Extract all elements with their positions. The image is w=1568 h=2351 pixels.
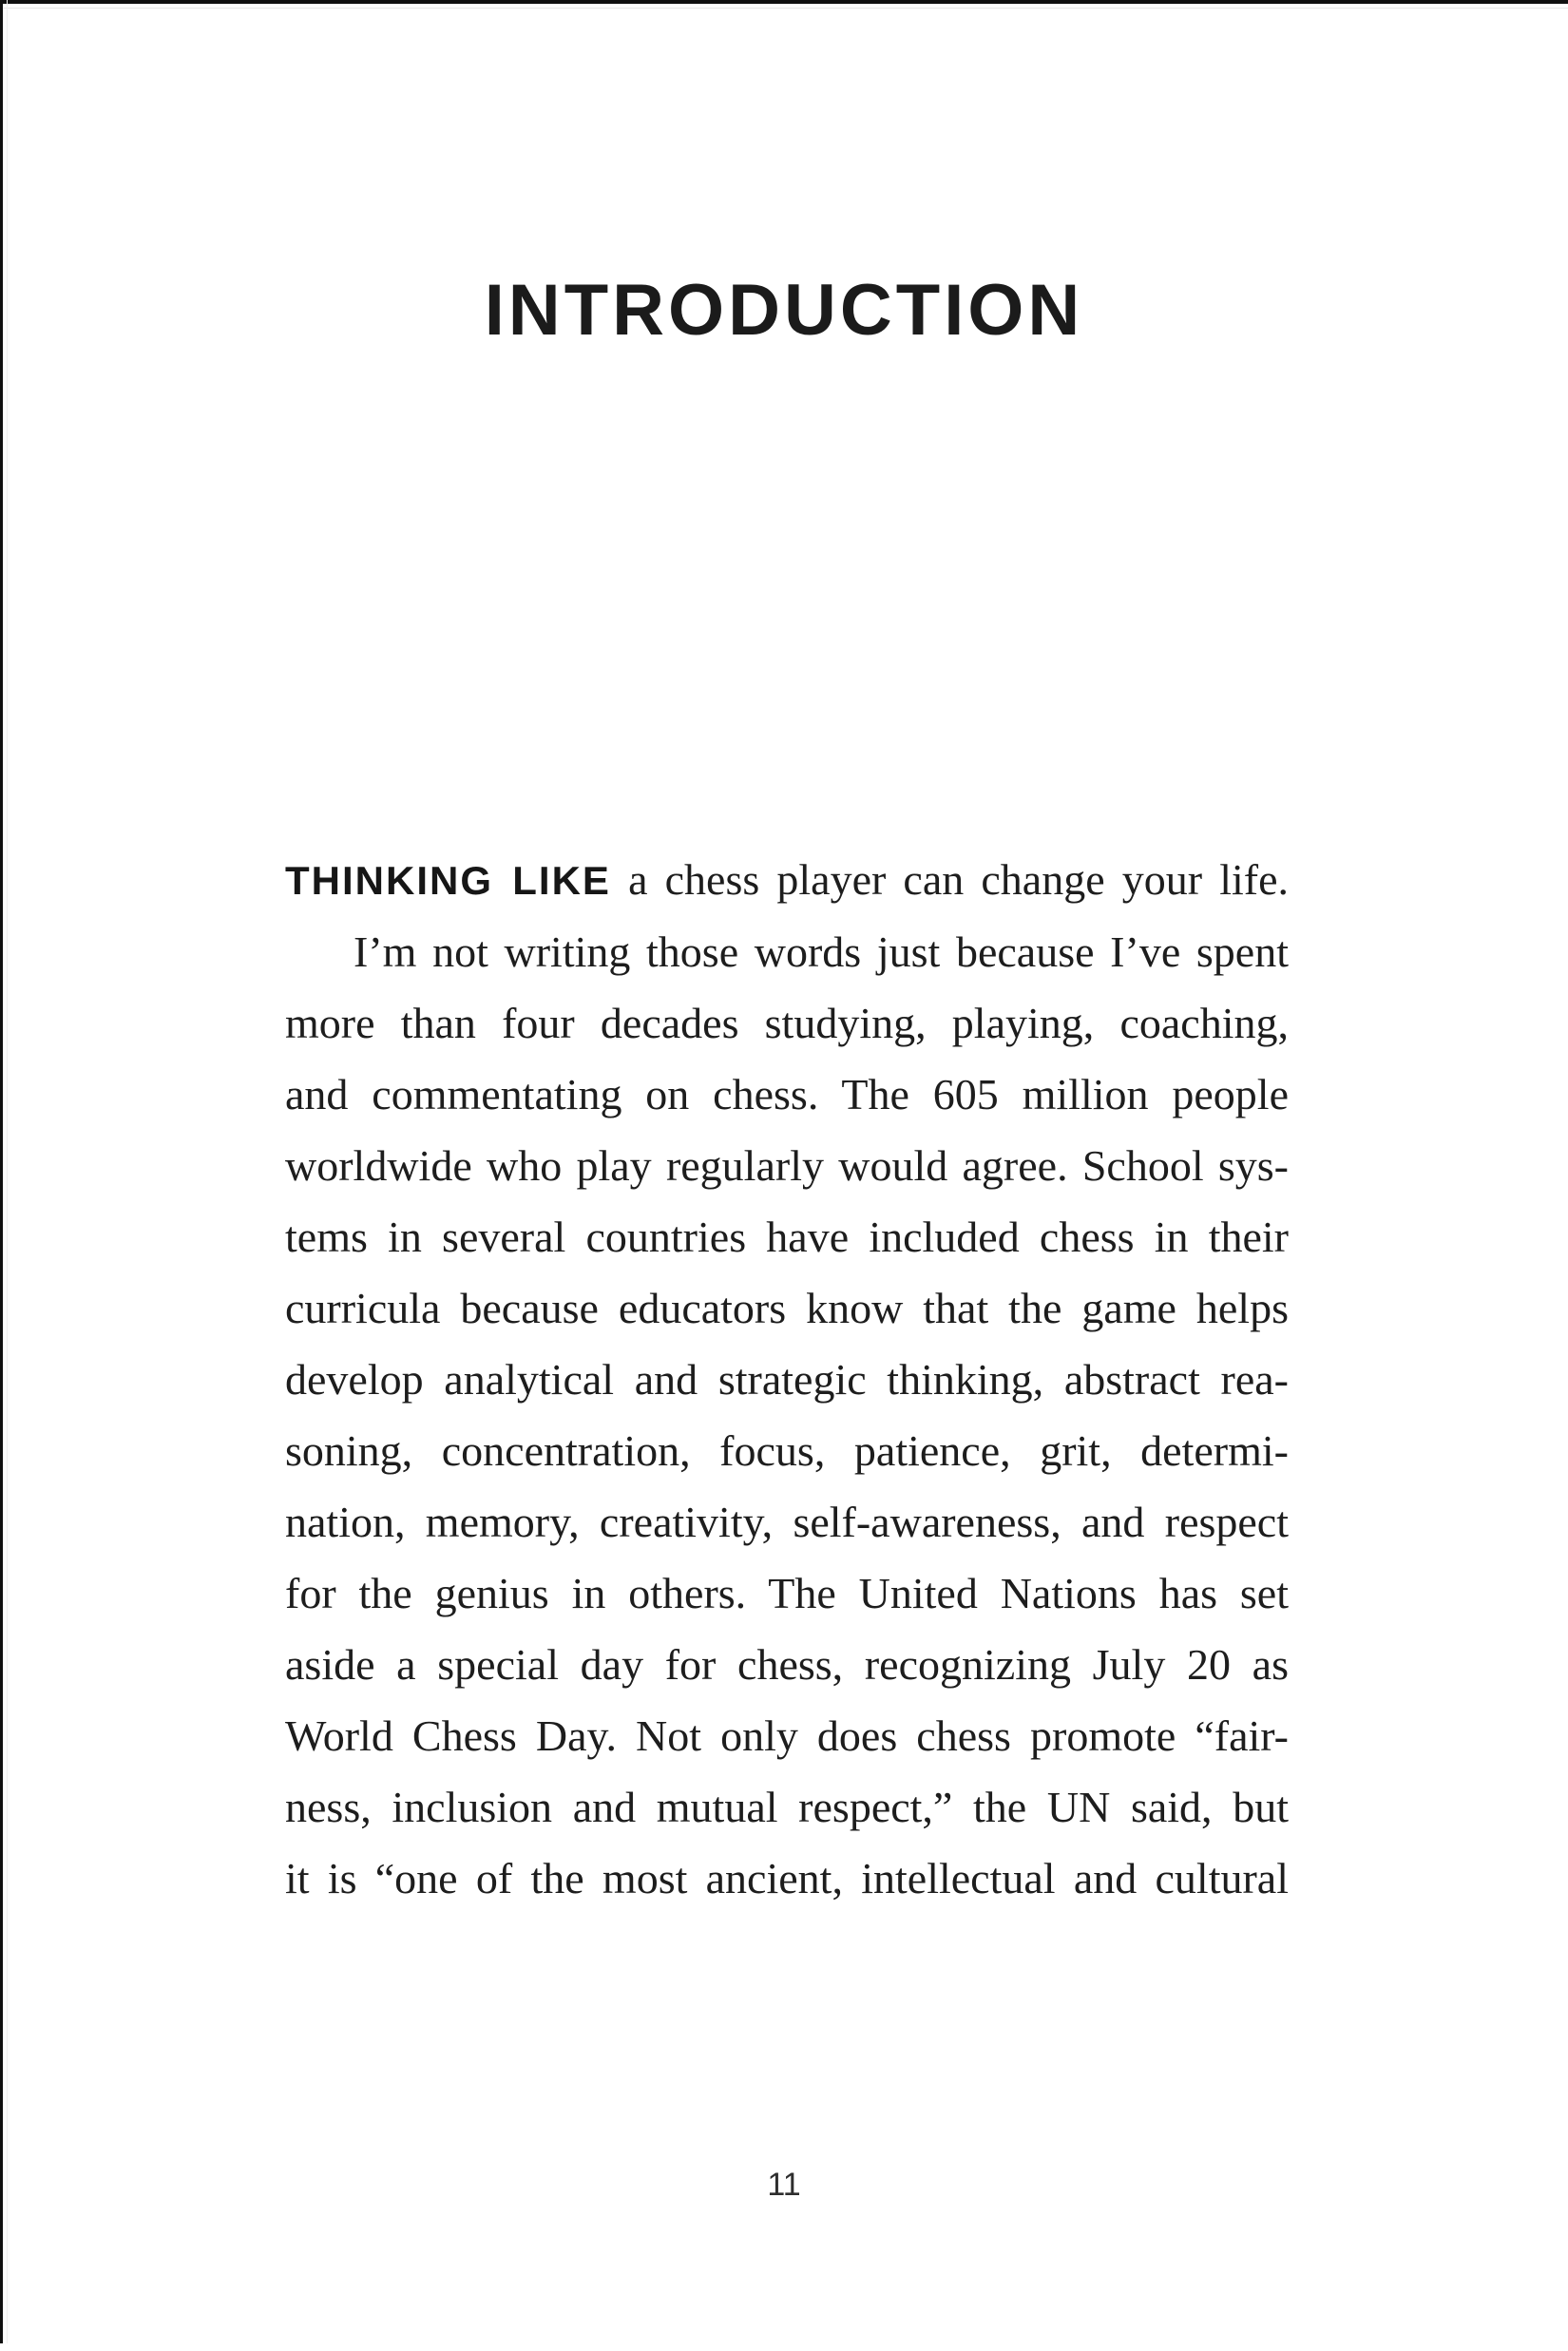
scan-edge-top: [0, 0, 1568, 4]
body-line: I’m not writing those words just because I’ve spent: [354, 927, 1289, 976]
body-line: develop analytical and strategic thinking, abstract rea-: [285, 1355, 1289, 1404]
body-line: for the genius in others. The United Nations has set: [285, 1569, 1289, 1617]
lead-in-text: THINKING LIKE: [285, 858, 611, 903]
body-line: it is “one of the most ancient, intellectual and cultural: [285, 1854, 1289, 1902]
body-line: nation, memory, creativity, self-awareness, and respect: [285, 1498, 1289, 1546]
body-line: curricula because educators know that the game helps: [285, 1284, 1289, 1332]
body-line: World Chess Day. Not only does chess promote “fair-: [285, 1711, 1289, 1760]
body-text: [285, 844, 1289, 1914]
body-line: ness, inclusion and mutual respect,” the UN said, but: [285, 1783, 1289, 1831]
body-line: worldwide who play regularly would agree. School sys-: [285, 1141, 1289, 1190]
body-line: and commentating on chess. The 605 million people: [285, 1070, 1289, 1118]
scan-edge-left: [0, 0, 3, 2343]
body-line: aside a special day for chess, recognizing July 20 as: [285, 1640, 1289, 1689]
scan-edge-top-faint: [0, 8, 1568, 9]
body-line: soning, concentration, focus, patience, grit, determi-: [285, 1426, 1289, 1475]
body-line: THINKING LIKE a chess player can change your life.: [285, 855, 1289, 904]
scan-edge-left-faint: [7, 0, 8, 2343]
chapter-title: INTRODUCTION: [484, 270, 1084, 351]
body-line: tems in several countries have included chess in their: [285, 1213, 1289, 1261]
body-line: more than four decades studying, playing, coaching,: [285, 999, 1289, 1047]
page-number: 11: [767, 2167, 801, 2203]
